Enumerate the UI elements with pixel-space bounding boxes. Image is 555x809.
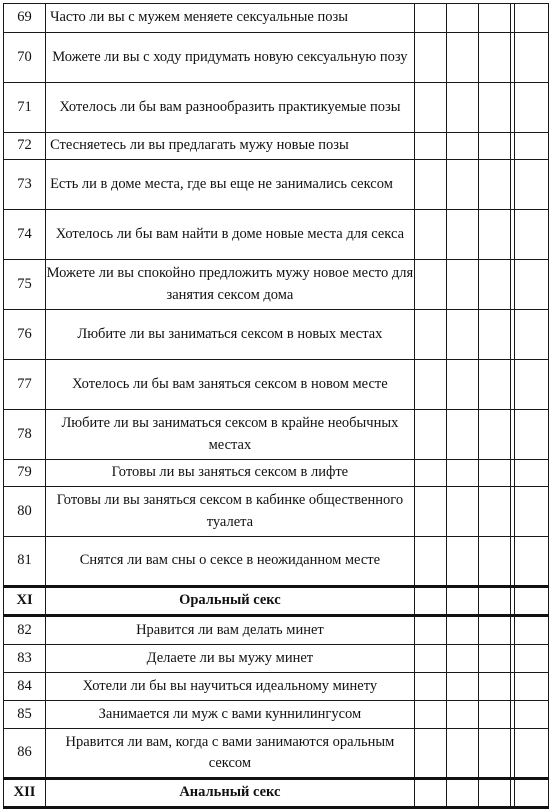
answer-cell[interactable]	[478, 210, 510, 260]
answer-cell[interactable]	[414, 133, 446, 160]
question-row	[4, 360, 549, 410]
section-number: XI	[4, 587, 46, 616]
answer-cell[interactable]	[446, 673, 478, 701]
question-number: 83	[4, 645, 46, 673]
total-cell[interactable]	[514, 260, 548, 310]
questionnaire-table	[3, 3, 549, 809]
answer-cell[interactable]	[478, 310, 510, 360]
question-text: Нравится ли вам, когда с вами занимаются оральным сексом	[46, 729, 415, 779]
question-row	[4, 310, 549, 360]
answer-cell[interactable]	[446, 83, 478, 133]
answer-cell[interactable]	[446, 210, 478, 260]
answer-cell[interactable]	[478, 360, 510, 410]
question-text: Хотелось ли бы вам разнообразить практикуемые позы	[46, 83, 415, 133]
question-row	[4, 4, 549, 33]
answer-cell[interactable]	[478, 133, 510, 160]
answer-cell[interactable]	[446, 729, 478, 779]
total-cell[interactable]	[514, 460, 548, 487]
answer-cell[interactable]	[414, 160, 446, 210]
question-text: Можете ли вы с ходу придумать новую сексуальную позу	[46, 33, 415, 83]
question-number: 80	[4, 487, 46, 537]
question-text: Любите ли вы заниматься сексом в крайне необычных местах	[46, 410, 415, 460]
question-number: 71	[4, 83, 46, 133]
question-row	[4, 210, 549, 260]
answer-cell[interactable]	[446, 310, 478, 360]
answer-cell[interactable]	[414, 587, 446, 616]
question-number: 82	[4, 616, 46, 645]
total-cell[interactable]	[514, 310, 548, 360]
total-cell[interactable]	[514, 410, 548, 460]
question-row	[4, 33, 549, 83]
answer-cell[interactable]	[478, 460, 510, 487]
question-number: 84	[4, 673, 46, 701]
answer-cell[interactable]	[446, 779, 478, 808]
question-number: 69	[4, 4, 46, 33]
answer-cell[interactable]	[414, 33, 446, 83]
question-text: Можете ли вы спокойно предложить мужу новое место для занятия сексом дома	[46, 260, 415, 310]
question-number: 74	[4, 210, 46, 260]
answer-cell[interactable]	[414, 673, 446, 701]
answer-cell[interactable]	[414, 83, 446, 133]
answer-cell[interactable]	[414, 310, 446, 360]
question-number: 81	[4, 537, 46, 587]
answer-cell[interactable]	[478, 487, 510, 537]
section-number: XII	[4, 779, 46, 808]
answer-cell[interactable]	[478, 587, 510, 616]
question-row	[4, 460, 549, 487]
total-cell[interactable]	[514, 133, 548, 160]
answer-cell[interactable]	[446, 701, 478, 729]
answer-cell[interactable]	[478, 701, 510, 729]
question-row	[4, 160, 549, 210]
question-text: Хотели ли бы вы научиться идеальному минету	[46, 673, 415, 701]
question-number: 86	[4, 729, 46, 779]
answer-cell[interactable]	[446, 360, 478, 410]
question-number: 73	[4, 160, 46, 210]
answer-cell[interactable]	[478, 779, 510, 808]
answer-cell[interactable]	[414, 210, 446, 260]
answer-cell[interactable]	[446, 4, 478, 33]
answer-cell[interactable]	[414, 645, 446, 673]
question-row	[4, 537, 549, 587]
total-cell[interactable]	[514, 33, 548, 83]
question-number: 77	[4, 360, 46, 410]
answer-cell[interactable]	[414, 616, 446, 645]
answer-cell[interactable]	[414, 487, 446, 537]
answer-cell[interactable]	[446, 260, 478, 310]
question-row	[4, 83, 549, 133]
section-row	[4, 779, 549, 808]
answer-cell[interactable]	[478, 33, 510, 83]
question-number: 75	[4, 260, 46, 310]
answer-cell[interactable]	[478, 616, 510, 645]
total-cell[interactable]	[514, 83, 548, 133]
question-text: Часто ли вы с мужем меняете сексуальные позы	[46, 4, 415, 33]
answer-cell[interactable]	[446, 33, 478, 83]
question-text: Делаете ли вы мужу минет	[46, 645, 415, 673]
answer-cell[interactable]	[414, 460, 446, 487]
answer-cell[interactable]	[446, 133, 478, 160]
question-text: Занимается ли муж с вами куннилингусом	[46, 701, 415, 729]
question-number: 72	[4, 133, 46, 160]
answer-cell[interactable]	[414, 729, 446, 779]
answer-cell[interactable]	[478, 729, 510, 779]
question-number: 76	[4, 310, 46, 360]
answer-cell[interactable]	[414, 260, 446, 310]
question-number: 85	[4, 701, 46, 729]
total-cell[interactable]	[514, 487, 548, 537]
total-cell[interactable]	[514, 779, 548, 808]
answer-cell[interactable]	[414, 4, 446, 33]
question-number: 78	[4, 410, 46, 460]
question-row	[4, 133, 549, 160]
total-cell[interactable]	[514, 160, 548, 210]
section-title: Оральный секс	[46, 587, 415, 616]
question-text: Любите ли вы заниматься сексом в новых местах	[46, 310, 415, 360]
question-row	[4, 701, 549, 729]
total-cell[interactable]	[514, 210, 548, 260]
answer-cell[interactable]	[478, 160, 510, 210]
answer-cell[interactable]	[446, 487, 478, 537]
total-cell[interactable]	[514, 4, 548, 33]
question-row	[4, 260, 549, 310]
answer-cell[interactable]	[446, 645, 478, 673]
answer-cell[interactable]	[478, 645, 510, 673]
total-cell[interactable]	[514, 537, 548, 587]
answer-cell[interactable]	[414, 410, 446, 460]
question-text: Снятся ли вам сны о сексе в неожиданном месте	[46, 537, 415, 587]
question-row	[4, 729, 549, 779]
question-text: Готовы ли вы заняться сексом в кабинке общественного туалета	[46, 487, 415, 537]
total-cell[interactable]	[514, 729, 548, 779]
question-text: Хотелось ли бы вам заняться сексом в новом месте	[46, 360, 415, 410]
total-cell[interactable]	[514, 360, 548, 410]
answer-cell[interactable]	[414, 779, 446, 808]
answer-cell[interactable]	[446, 410, 478, 460]
answer-cell[interactable]	[478, 83, 510, 133]
answer-cell[interactable]	[478, 410, 510, 460]
answer-cell[interactable]	[414, 537, 446, 587]
answer-cell[interactable]	[478, 260, 510, 310]
question-number: 70	[4, 33, 46, 83]
answer-cell[interactable]	[414, 360, 446, 410]
total-cell[interactable]	[514, 645, 548, 673]
answer-cell[interactable]	[446, 160, 478, 210]
total-cell[interactable]	[514, 616, 548, 645]
question-row	[4, 616, 549, 645]
question-row	[4, 645, 549, 673]
section-title: Анальный секс	[46, 779, 415, 808]
question-text: Нравится ли вам делать минет	[46, 616, 415, 645]
question-text: Есть ли в доме места, где вы еще не занимались сексом	[46, 160, 415, 210]
answer-cell[interactable]	[478, 4, 510, 33]
question-text: Готовы ли вы заняться сексом в лифте	[46, 460, 415, 487]
question-text: Хотелось ли бы вам найти в доме новые места для секса	[46, 210, 415, 260]
question-row	[4, 487, 549, 537]
questionnaire-body	[4, 4, 549, 808]
answer-cell[interactable]	[478, 673, 510, 701]
question-text: Стесняетесь ли вы предлагать мужу новые позы	[46, 133, 415, 160]
question-row	[4, 410, 549, 460]
total-cell[interactable]	[514, 673, 548, 701]
answer-cell[interactable]	[446, 616, 478, 645]
question-row	[4, 673, 549, 701]
section-row	[4, 587, 549, 616]
answer-cell[interactable]	[446, 587, 478, 616]
answer-cell[interactable]	[478, 537, 510, 587]
question-number: 79	[4, 460, 46, 487]
total-cell[interactable]	[514, 587, 548, 616]
answer-cell[interactable]	[414, 701, 446, 729]
total-cell[interactable]	[514, 701, 548, 729]
answer-cell[interactable]	[446, 537, 478, 587]
answer-cell[interactable]	[446, 460, 478, 487]
